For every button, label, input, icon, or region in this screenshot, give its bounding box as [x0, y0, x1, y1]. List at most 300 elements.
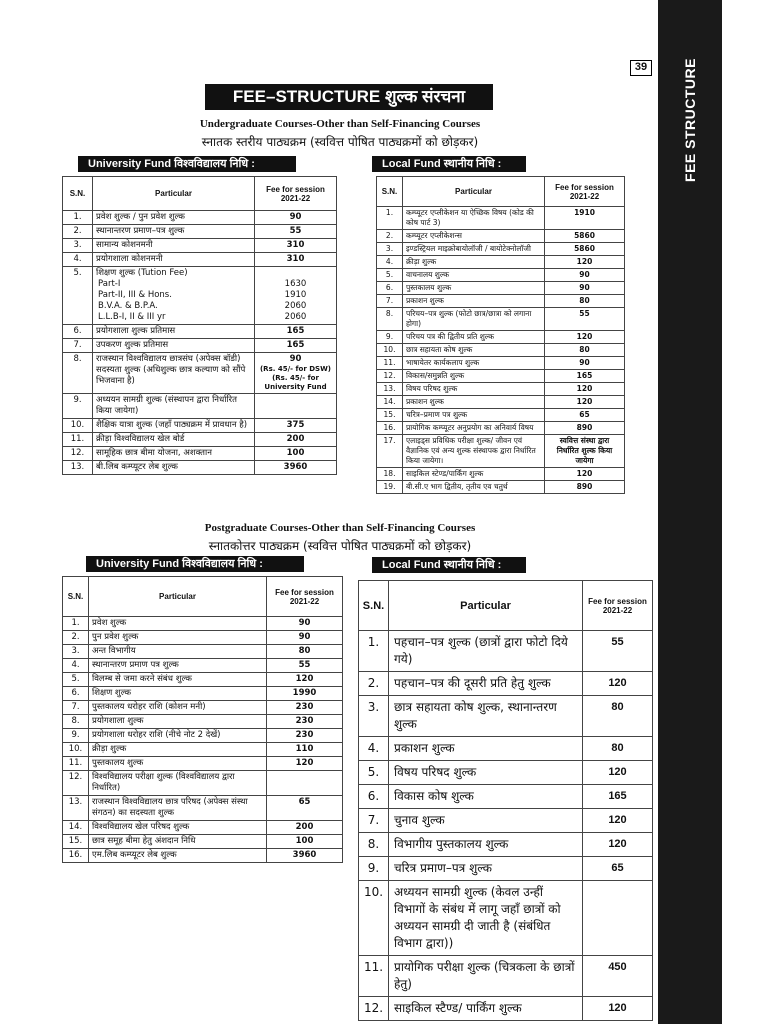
row-fee [267, 617, 343, 631]
row-particular-text: शिक्षण शुल्क (Tution Fee) [96, 268, 188, 278]
row-fee-text: 165 [286, 340, 305, 350]
table-row [359, 631, 653, 672]
row-particular [389, 631, 583, 672]
col-header-fee: Fee for session 2021-22 [255, 177, 337, 211]
row-fee [267, 701, 343, 715]
row-fee-text: 120 [576, 469, 593, 478]
table-row [63, 701, 343, 715]
table-row [377, 468, 625, 481]
row-fee [583, 809, 653, 833]
row-sn: 13. [63, 461, 93, 475]
row-particular-text: शैक्षिक यात्रा शुल्क (जहाँ पाठ्यक्रम में प्रावधान है) [96, 420, 248, 430]
row-particular [93, 211, 255, 225]
table-row [63, 673, 343, 687]
row-fee-text: 90 [298, 618, 311, 628]
row-particular [89, 645, 267, 659]
row-sn: 3. [63, 239, 93, 253]
row-fee [545, 282, 625, 295]
row-fee [267, 771, 343, 796]
row-fee-text: 120 [608, 1002, 627, 1014]
row-particular [403, 269, 545, 282]
row-sn: 11. [377, 357, 403, 370]
row-sn: 2. [359, 672, 389, 696]
row-particular [93, 225, 255, 239]
table-row [63, 796, 343, 821]
row-sn: 4. [377, 256, 403, 269]
row-particular-text: विश्वविद्यालय परीक्षा शुल्क (विश्वविद्यालय द्वारा निर्धारित) [92, 772, 235, 793]
table-row [377, 357, 625, 370]
row-fee [255, 253, 337, 267]
row-fee [583, 833, 653, 857]
row-particular [89, 796, 267, 821]
pg-university-fund-label: University Fund विश्वविद्यालय निधि : [86, 556, 304, 572]
row-fee [545, 243, 625, 256]
row-sn: 8. [63, 715, 89, 729]
row-fee-text: 80 [579, 345, 590, 354]
table-row [359, 833, 653, 857]
table-row [377, 435, 625, 468]
row-particular [403, 243, 545, 256]
row-particular [389, 737, 583, 761]
row-particular-text: एम.लिब कम्प्यूटर लेब शुल्क [92, 850, 177, 860]
row-particular [89, 821, 267, 835]
row-sn: 14. [63, 821, 89, 835]
row-fee-text: 1910 [574, 208, 595, 217]
row-sn: 8. [359, 833, 389, 857]
row-particular [93, 353, 255, 394]
row-sn: 9. [63, 394, 93, 419]
row-fee [583, 696, 653, 737]
row-sn: 12. [63, 447, 93, 461]
row-particular-text: बी.लिब कम्प्यूटर लेब शुल्क [96, 462, 178, 472]
table-row [63, 225, 337, 239]
table-row [63, 267, 337, 325]
table-row [63, 239, 337, 253]
row-fee-text: 375 [286, 420, 305, 430]
row-fee [545, 422, 625, 435]
row-sn: 16. [63, 849, 89, 863]
row-fee-text: 90 [298, 632, 311, 642]
row-sub-fee: 2060 [284, 312, 307, 322]
row-particular [89, 771, 267, 796]
row-sn: 5. [359, 761, 389, 785]
row-particular-text: साइकिल स्टेण्ड/पार्किंग शुल्क [406, 469, 484, 478]
ug-university-fund-label: University Fund विश्वविद्यालय निधि : [78, 156, 296, 172]
row-particular [403, 308, 545, 331]
table-row [63, 353, 337, 394]
table-row [63, 325, 337, 339]
row-fee-text: 3960 [283, 462, 308, 472]
table-row [377, 409, 625, 422]
row-sn: 5. [63, 673, 89, 687]
row-sn: 11. [63, 757, 89, 771]
row-sn: 4. [63, 659, 89, 673]
row-sn: 8. [63, 353, 93, 394]
pg-university-fund-table [62, 576, 343, 863]
row-particular-text: एलाइड्स प्रविधिक परीक्षा शुल्क/ जीवन एवं वैज्ञानिक एवं अन्य शुल्क संस्थापक द्वारा निर्धारित किया जायेगा। [406, 436, 536, 465]
row-sn: 1. [359, 631, 389, 672]
row-particular-text: प्रयोगशाला धरोहर राशि (नीचे नोट 2 देखें) [92, 730, 221, 740]
row-sub-fee: 2060 [284, 301, 307, 311]
row-fee-text: 55 [579, 309, 590, 318]
row-fee-text: 120 [576, 332, 593, 341]
row-particular-text: पुन प्रवेश शुल्क [92, 632, 139, 642]
row-particular [389, 809, 583, 833]
row-particular [403, 396, 545, 409]
row-sn: 16. [377, 422, 403, 435]
row-fee-text: 230 [295, 702, 314, 712]
row-sn: 12. [63, 771, 89, 796]
row-fee [545, 230, 625, 243]
row-particular-text: भाषायेतर कार्यकलाप शुल्क [406, 358, 480, 367]
row-sn: 10. [63, 419, 93, 433]
table-row [377, 383, 625, 396]
row-particular [403, 282, 545, 295]
row-particular-text: राजस्थान विश्वविद्यालय छात्र परिषद (अपेक्स संस्था संगठन) का सदस्यता शुल्क [92, 797, 248, 818]
row-particular-text: प्रवेश शुल्क / पुन प्रवेश शुल्क [96, 212, 185, 222]
row-particular [89, 617, 267, 631]
row-particular-text: साइकिल स्टैण्ड/ पार्किंग शुल्क [394, 1001, 522, 1015]
row-sn: 3. [359, 696, 389, 737]
row-sn: 10. [63, 743, 89, 757]
col-header-sn: S.N. [63, 177, 93, 211]
table-row [63, 757, 343, 771]
row-particular-text: विश्वविद्यालय खेल परिषद शुल्क [92, 822, 190, 832]
row-sn: 18. [377, 468, 403, 481]
ug-local-fund-table [376, 176, 625, 494]
row-particular-text: प्रयोगशाला शुल्क प्रतिमास [96, 326, 176, 336]
row-particular [389, 857, 583, 881]
row-fee [255, 211, 337, 225]
ug-heading-en: Undergraduate Courses-Other than Self-Financing Courses [199, 118, 481, 130]
row-sub-fee: 1910 [284, 290, 307, 300]
row-sub-item: Part-II, III & Hons. [98, 290, 172, 300]
row-sn: 11. [63, 433, 93, 447]
table-row [359, 696, 653, 737]
row-sn: 5. [377, 269, 403, 282]
table-row [63, 687, 343, 701]
row-particular-text: छात्र समूह बीमा हेतु अंशदान निधि [92, 836, 196, 846]
table-row [63, 433, 337, 447]
row-particular-text: चरित्र–प्रमाण पत्र शुल्क [406, 410, 468, 419]
row-fee [583, 881, 653, 956]
row-fee [267, 743, 343, 757]
row-fee [255, 353, 337, 394]
row-fee [545, 383, 625, 396]
row-particular-text: कम्प्यूटर एप्लीकेशन्स [406, 231, 462, 240]
row-particular [403, 422, 545, 435]
row-particular-text: पहचान–पत्र की दूसरी प्रति हेतु शुल्क [394, 676, 551, 690]
row-sn: 9. [359, 857, 389, 881]
row-particular-text: प्रकाशन शुल्क [406, 296, 444, 305]
row-sn: 7. [63, 701, 89, 715]
row-fee-text: 80 [611, 742, 624, 754]
row-particular [89, 701, 267, 715]
row-sn: 12. [359, 997, 389, 1021]
row-particular-text: विलम्ब से जमा करने संबंध शुल्क [92, 674, 192, 684]
row-fee [255, 325, 337, 339]
row-particular [403, 383, 545, 396]
row-particular [89, 835, 267, 849]
row-fee-text: 90 [579, 270, 590, 279]
row-fee [267, 673, 343, 687]
row-particular-text: विषय परिषद शुल्क [394, 765, 477, 779]
row-fee-text: 120 [576, 397, 593, 406]
row-particular-text: पुस्तकालय शुल्क [406, 283, 452, 292]
table-row [63, 849, 343, 863]
row-particular [89, 729, 267, 743]
table-row [377, 207, 625, 230]
row-sn: 6. [63, 687, 89, 701]
row-fee [267, 715, 343, 729]
row-fee-text: 3960 [292, 850, 317, 860]
row-particular-text: अध्ययन सामग्री शुल्क (संस्थापन द्वारा निर्धारित किया जायेगा) [96, 395, 237, 416]
row-sn: 9. [63, 729, 89, 743]
row-particular-text: क्रीड़ा विश्वविद्यालय खेल बोर्ड [96, 434, 185, 444]
col-header-particular: Particular [389, 581, 583, 631]
row-particular-text: प्रायोगिक कम्प्यूटर अनुप्रयोग का अनिवार्य विषय [406, 423, 534, 432]
row-fee [583, 857, 653, 881]
row-fee [267, 729, 343, 743]
row-particular [89, 687, 267, 701]
row-particular [389, 672, 583, 696]
table-row [359, 785, 653, 809]
row-fee [545, 269, 625, 282]
row-fee-text: 80 [579, 296, 590, 305]
row-fee-note: (Rs. 45/- for DSW) (Rs. 45/- for University Fund [259, 365, 331, 391]
col-header-fee: Fee for session 2021-22 [583, 581, 653, 631]
row-sn: 6. [63, 325, 93, 339]
row-particular-text: राजस्थान विश्वविद्यालय छात्रसंघ (अपेक्स बॉडी) सदस्यता शुल्क (अधिशुल्क छात्र कल्याण को सौंपे भिजवाना है) [96, 354, 246, 386]
row-sn: 1. [63, 211, 93, 225]
row-fee [267, 796, 343, 821]
table-row [377, 243, 625, 256]
table-row [359, 857, 653, 881]
row-particular [389, 761, 583, 785]
table-row [359, 737, 653, 761]
table-row [63, 447, 337, 461]
row-particular [93, 239, 255, 253]
row-fee [267, 659, 343, 673]
row-fee-text: 65 [611, 862, 624, 874]
row-fee-text: 165 [286, 326, 305, 336]
col-header-particular: Particular [89, 577, 267, 617]
row-fee-text: 90 [579, 283, 590, 292]
row-fee-text: 65 [579, 410, 590, 419]
row-fee [545, 256, 625, 269]
col-header-sn: S.N. [63, 577, 89, 617]
row-particular-text: चुनाव शुल्क [394, 813, 445, 827]
table-row [63, 394, 337, 419]
table-row [377, 370, 625, 383]
row-fee-text: 5860 [574, 244, 595, 253]
row-fee-text: 890 [576, 482, 593, 491]
row-sn: 13. [63, 796, 89, 821]
row-fee-text: 65 [298, 797, 311, 807]
row-particular-text: प्रायोगिक परीक्षा शुल्क (चित्रकला के छात्रों हेतु) [394, 960, 575, 991]
row-fee-text: 120 [608, 766, 627, 778]
row-particular-text: स्थानान्तरण प्रमाण–पत्र शुल्क [96, 226, 185, 236]
row-particular [93, 433, 255, 447]
col-header-particular: Particular [403, 177, 545, 207]
pg-heading-en: Postgraduate Courses-Other than Self-Financing Courses [204, 522, 476, 534]
row-sub-item: L.L.B-I, II & III yr [98, 312, 166, 322]
row-fee [583, 785, 653, 809]
row-fee-text: 310 [286, 254, 305, 264]
row-sn: 15. [63, 835, 89, 849]
table-row [63, 419, 337, 433]
row-particular-text: चरित्र प्रमाण–पत्र शुल्क [394, 861, 492, 875]
row-particular-text: स्थानान्तरण प्रमाण पत्र शुल्क [92, 660, 179, 670]
table-row [377, 308, 625, 331]
row-fee-text: 55 [289, 226, 302, 236]
row-sn: 2. [63, 225, 93, 239]
row-fee [267, 687, 343, 701]
table-row [63, 821, 343, 835]
row-fee [545, 344, 625, 357]
row-fee [583, 997, 653, 1021]
row-particular [89, 631, 267, 645]
row-particular-text: प्रयोगशाला शुल्क [92, 716, 144, 726]
row-fee [255, 225, 337, 239]
row-fee-text: 110 [295, 744, 314, 754]
row-sn: 10. [359, 881, 389, 956]
row-fee [545, 396, 625, 409]
col-header-fee: Fee for session 2021-22 [545, 177, 625, 207]
table-row [63, 253, 337, 267]
row-fee [255, 339, 337, 353]
table-row [359, 761, 653, 785]
row-fee-text: 310 [286, 240, 305, 250]
row-fee-text: 890 [576, 423, 593, 432]
row-particular-text: प्रकाशन शुल्क [406, 397, 444, 406]
ug-local-fund-label: Local Fund स्थानीय निधि : [372, 156, 526, 172]
table-row [359, 956, 653, 997]
table-row [63, 835, 343, 849]
row-sn: 4. [359, 737, 389, 761]
row-particular [403, 468, 545, 481]
table-row [359, 997, 653, 1021]
row-fee [545, 370, 625, 383]
row-fee-text: 120 [608, 814, 627, 826]
row-particular-text: पुस्तकालय धरोहर राशि (कोशन मनी) [92, 702, 206, 712]
row-particular [93, 267, 255, 325]
row-particular [403, 331, 545, 344]
row-particular-text: क्रीड़ा शुल्क [92, 744, 127, 754]
row-fee [583, 672, 653, 696]
row-fee [583, 761, 653, 785]
row-fee [545, 481, 625, 494]
row-particular [89, 743, 267, 757]
table-row [63, 461, 337, 475]
table-row [359, 672, 653, 696]
row-particular [93, 419, 255, 433]
row-fee [255, 447, 337, 461]
row-fee-text: 55 [611, 636, 624, 648]
row-particular-text: प्रकाशन शुल्क [394, 741, 455, 755]
row-fee-text: 120 [295, 674, 314, 684]
row-fee [255, 394, 337, 419]
row-particular-text: वाचनालय शुल्क [406, 270, 450, 279]
row-sn: 14. [377, 396, 403, 409]
row-fee [545, 409, 625, 422]
row-fee [545, 435, 625, 468]
row-particular [93, 325, 255, 339]
row-particular [403, 207, 545, 230]
row-sn: 9. [377, 331, 403, 344]
row-particular [403, 370, 545, 383]
table-row [63, 339, 337, 353]
pg-heading-hi: स्नातकोत्तर पाठ्यक्रम (स्ववित्त पोषित पाठ्यक्रमों को छोड़कर) [208, 539, 472, 553]
row-sn: 1. [377, 207, 403, 230]
row-fee-text: 120 [608, 838, 627, 850]
col-header-particular: Particular [93, 177, 255, 211]
row-sn: 8. [377, 308, 403, 331]
row-fee [545, 207, 625, 230]
row-particular [89, 659, 267, 673]
row-particular [403, 481, 545, 494]
row-particular-text: क्रीड़ा शुल्क [406, 257, 437, 266]
table-row [63, 659, 343, 673]
row-fee-text: 90 [289, 212, 302, 222]
row-fee [545, 468, 625, 481]
row-particular-text: प्रवेश शुल्क [92, 618, 127, 628]
row-particular [389, 956, 583, 997]
row-particular-text: पहचान–पत्र शुल्क (छात्रों द्वारा फोटो दिये गये) [394, 635, 568, 666]
table-row [377, 331, 625, 344]
row-particular-text: बी.सी.ए भाग द्वितीय, तृतीय एव चतुर्थ [406, 482, 508, 491]
table-row [377, 295, 625, 308]
row-particular [403, 230, 545, 243]
row-fee-text: 5860 [574, 231, 595, 240]
page-title: FEE–STRUCTURE शुल्क संरचना [205, 84, 493, 110]
row-sn: 3. [63, 645, 89, 659]
row-fee [267, 821, 343, 835]
row-particular [89, 849, 267, 863]
col-header-sn: S.N. [359, 581, 389, 631]
row-particular-text: सामूहिक छात्र बीमा योजना, अशक्तान [96, 448, 212, 458]
table-row [377, 256, 625, 269]
row-sn: 3. [377, 243, 403, 256]
row-particular [389, 997, 583, 1021]
row-sn: 7. [377, 295, 403, 308]
row-particular-text: शिक्षण शुल्क [92, 688, 132, 698]
row-particular [93, 339, 255, 353]
row-sn: 5. [63, 267, 93, 325]
table-row [377, 282, 625, 295]
row-fee [255, 461, 337, 475]
row-fee-text: 1990 [292, 688, 317, 698]
row-sn: 7. [359, 809, 389, 833]
row-particular [403, 256, 545, 269]
row-sn: 13. [377, 383, 403, 396]
row-sn: 2. [63, 631, 89, 645]
row-fee-text: 165 [576, 371, 593, 380]
row-fee [583, 631, 653, 672]
row-fee-text: 100 [286, 448, 305, 458]
row-fee [267, 835, 343, 849]
table-row [377, 269, 625, 282]
row-particular [93, 461, 255, 475]
row-particular-text: परिचय पत्र की द्वितीय प्रति शुल्क [406, 332, 494, 341]
row-particular-text: विकास/समुन्नति शुल्क [406, 371, 465, 380]
row-particular [93, 447, 255, 461]
row-fee [583, 737, 653, 761]
pg-local-fund-table [358, 580, 653, 1021]
row-particular [89, 715, 267, 729]
page-number: 39 [630, 60, 652, 76]
row-fee-text: 200 [295, 822, 314, 832]
